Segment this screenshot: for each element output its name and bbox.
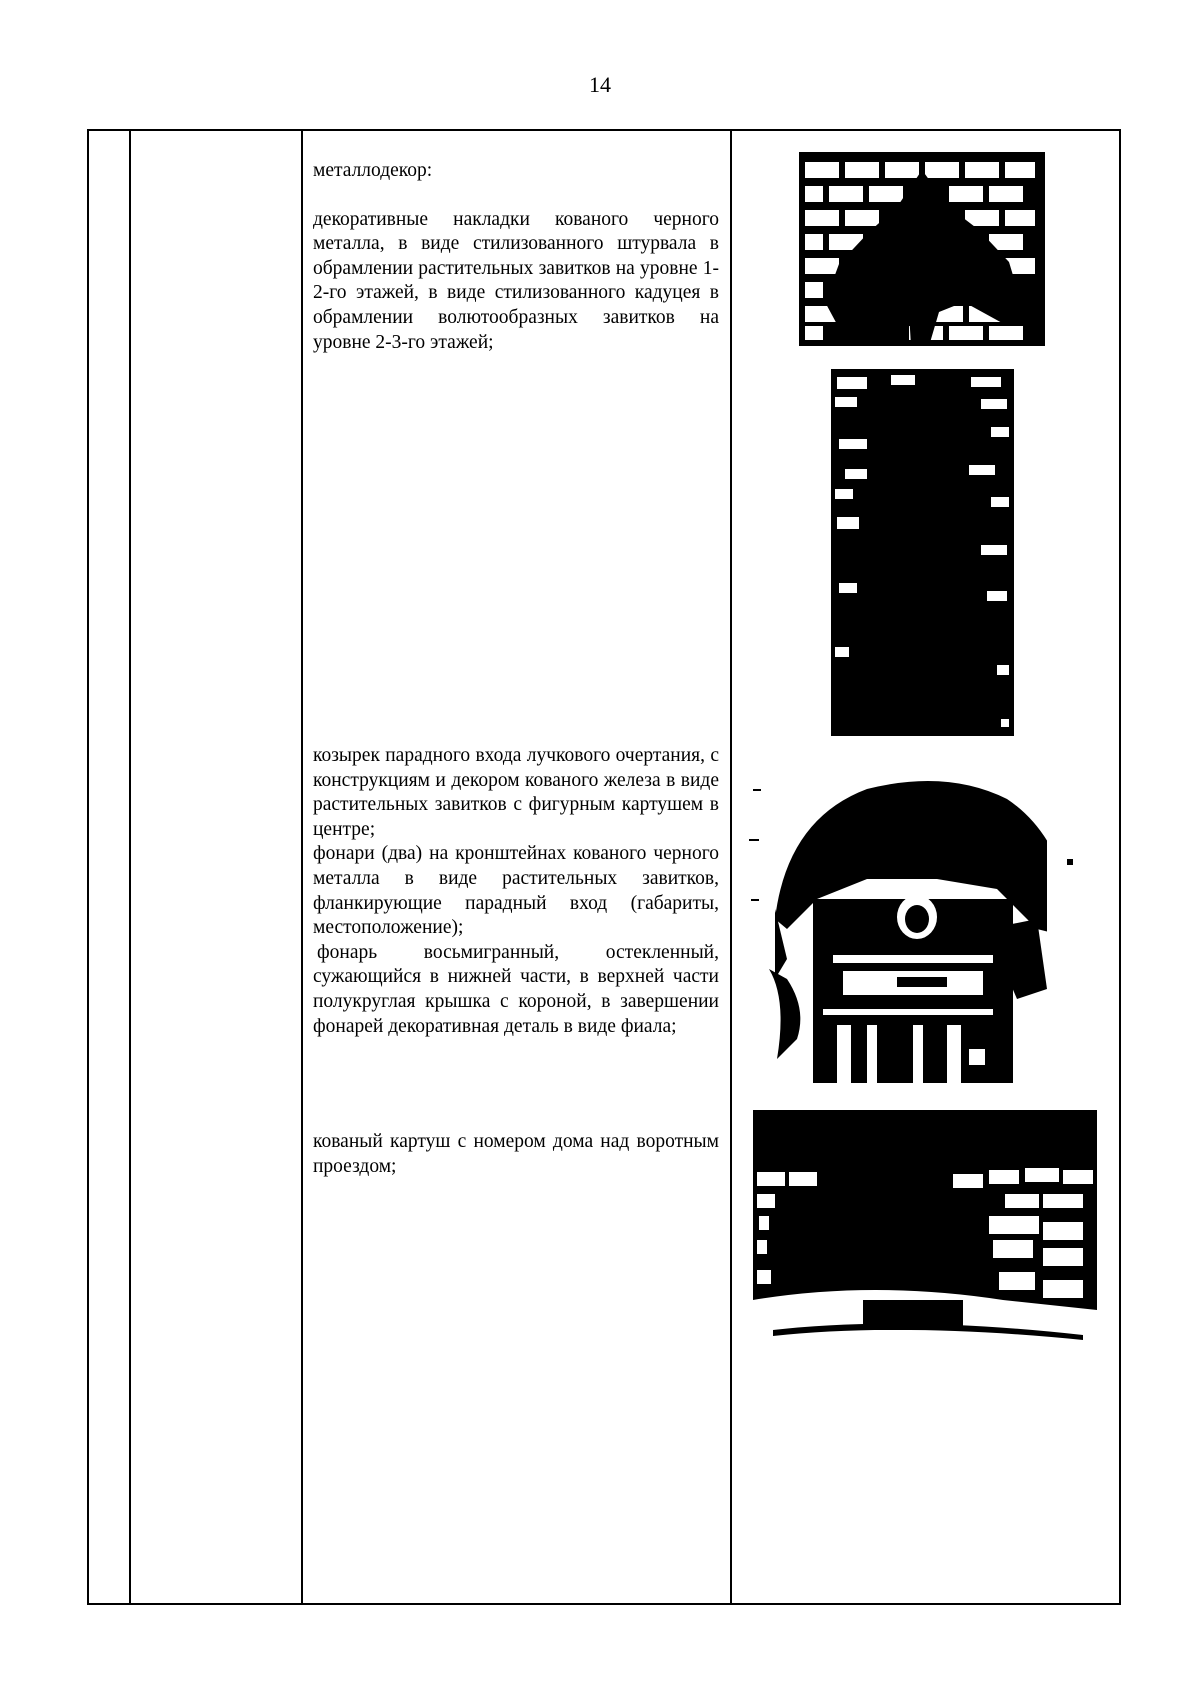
- page-number: 14: [589, 72, 611, 97]
- lanterns-paragraph: фонари (два) на кронштейнах кованого черного металла в виде растительных завитков, фланкирующие парадный вход (габариты, местоположение);: [313, 843, 719, 939]
- octagonal-lantern-paragraph: фонарь восьмигранный, остекленный, сужающийся в нижней части, в верхней части полукруглая крышка с короной, в завершении фонарей декоративная деталь в виде фиала;: [313, 941, 719, 1037]
- house-number-cartouche-photo: [753, 1110, 1097, 1359]
- column-divider-3: [730, 131, 732, 1603]
- canopy-paragraph: козырек парадного входа лучкового очертания, с конструкциям и декором кованого железа в виде растительных завитков с фигурным картушем в центре;: [313, 745, 719, 840]
- cartouche-text: кованый картуш с номером дома над воротным проездом;: [313, 1131, 719, 1177]
- metal-decor-text: декоративные накладки кованого черного металла, в виде стилизованного штурвала в обрамлении растительных завитков на уровне 1-2-го этажей, в виде стилизованного кадуцея в обрамлении волютообразных завитков на уровне 2-3-го этажей;: [313, 208, 719, 353]
- entrance-canopy-block: [313, 744, 719, 1039]
- metal-decor-block: [313, 159, 719, 355]
- entrance-canopy-photo: [747, 759, 1098, 1083]
- column-divider-2: [301, 131, 303, 1603]
- cartouche-block: [313, 1130, 719, 1179]
- metal-decor-heading: металлодекор:: [313, 160, 433, 181]
- caduceus-ornament-photo: [831, 369, 1014, 736]
- steering-wheel-ornament-photo: [799, 152, 1045, 346]
- column-divider-1: [129, 131, 131, 1603]
